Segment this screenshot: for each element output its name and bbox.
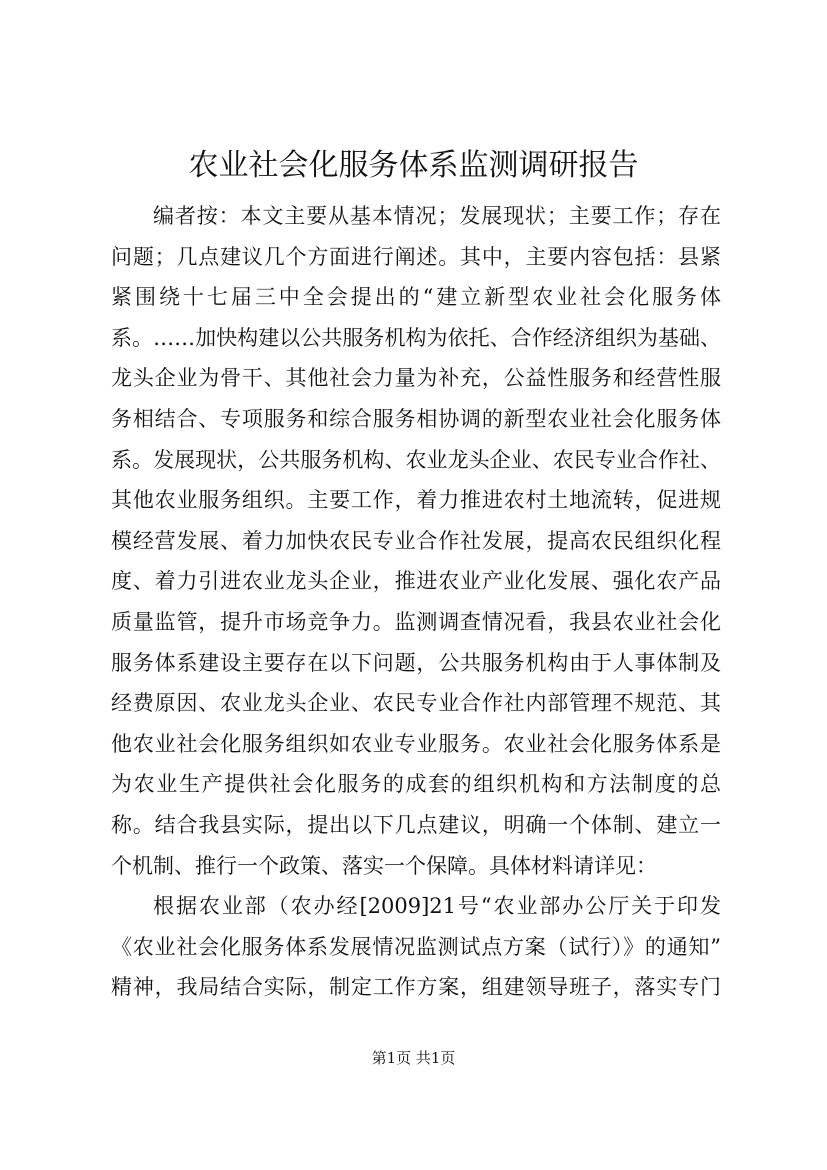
- body-line: 紧围绕十七届三中全会提出的“建立新型农业社会化服务体: [111, 285, 721, 310]
- body-line: 《农业社会化服务体系发展情况监测试点方案（试行）》的通知”: [111, 934, 721, 959]
- body-line: 度、着力引进农业龙头企业，推进农业产业化发展、强化农产品: [111, 569, 721, 594]
- body-line: 称。结合我县实际，提出以下几点建议，明确一个体制、建立一: [111, 812, 721, 837]
- body-line: 为农业生产提供社会化服务的成套的组织机构和方法制度的总: [111, 772, 721, 797]
- body-line: 系。发展现状，公共服务机构、农业龙头企业、农民专业合作社、: [111, 447, 721, 472]
- body-line: 质量监管，提升市场竞争力。监测调查情况看，我县农业社会化: [111, 609, 721, 634]
- body-line: 经费原因、农业龙头企业、农民专业合作社内部管理不规范、其: [111, 691, 721, 716]
- body-line: 其他农业服务组织。主要工作，着力推进农村土地流转，促进规: [111, 488, 721, 513]
- body-line: 问题；几点建议几个方面进行阐述。其中，主要内容包括：县紧: [111, 244, 721, 269]
- body-line: 系。……加快构建以公共服务机构为依托、合作经济组织为基础、: [111, 325, 721, 350]
- body-line: 个机制、推行一个政策、落实一个保障。具体材料请详见：: [111, 853, 657, 878]
- document-title: 农业社会化服务体系监测调研报告: [188, 148, 639, 183]
- page-number-footer: 第1页 共1页: [371, 1049, 456, 1067]
- body-line: 编者按：本文主要从基本情况；发展现状；主要工作；存在: [153, 204, 721, 228]
- body-line: 龙头企业为骨干、其他社会力量为补充，公益性服务和经营性服: [111, 366, 721, 391]
- body-line: 服务体系建设主要存在以下问题，公共服务机构由于人事体制及: [111, 650, 721, 675]
- body-line: 根据农业部（农办经[2009]21号“农业部办公厅关于印发: [153, 894, 721, 919]
- body-line: 他农业社会化服务组织如农业专业服务。农业社会化服务体系是: [111, 731, 721, 756]
- document-body: [111, 196, 721, 1008]
- body-line: 精神，我局结合实际，制定工作方案，组建领导班子，落实专门: [111, 975, 721, 1000]
- body-line: 模经营发展、着力加快农民专业合作社发展，提高农民组织化程: [111, 528, 721, 553]
- body-line: 务相结合、专项服务和综合服务相协调的新型农业社会化服务体: [111, 406, 721, 431]
